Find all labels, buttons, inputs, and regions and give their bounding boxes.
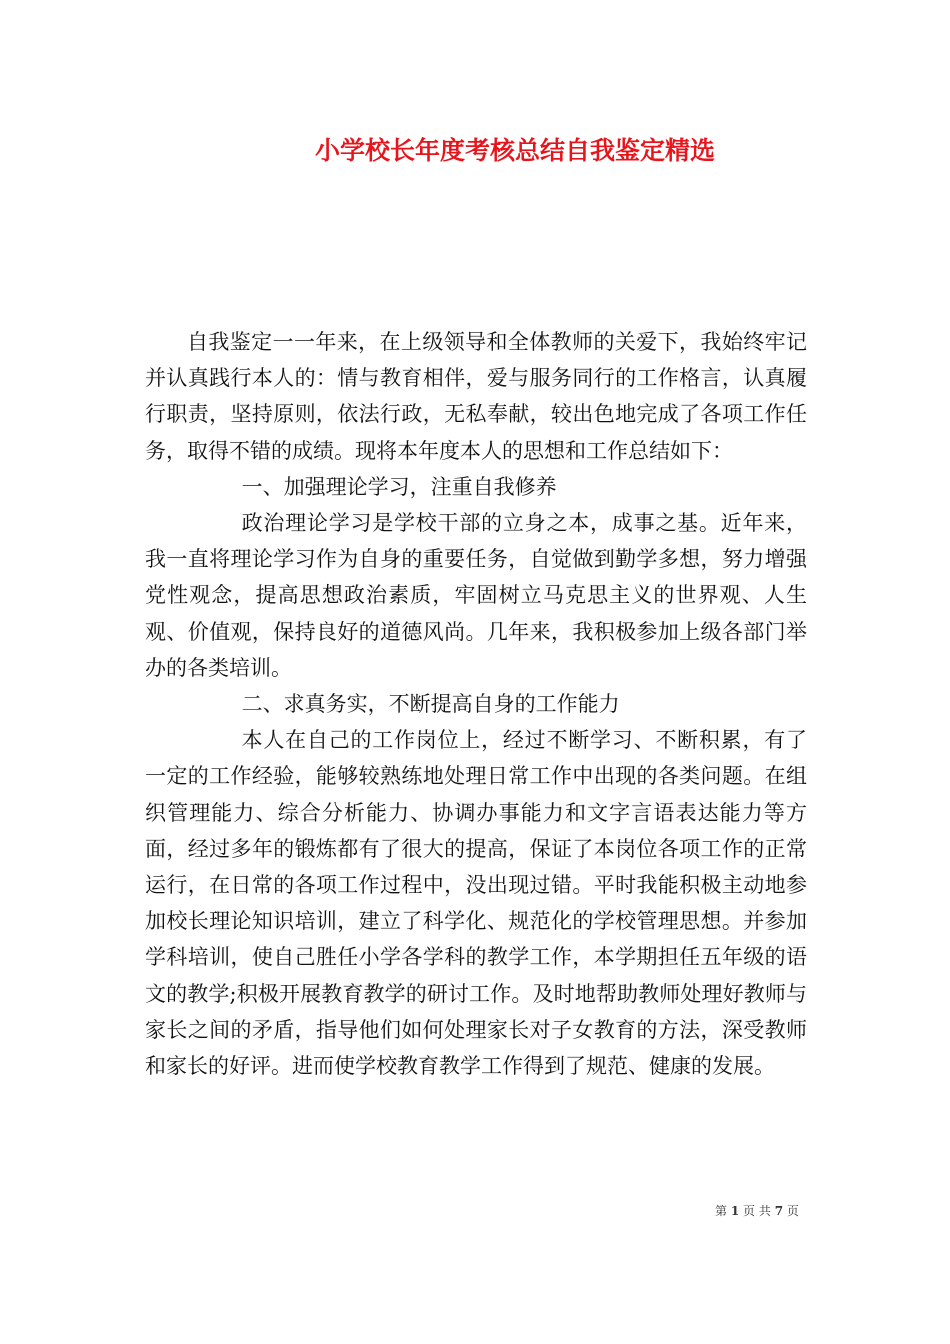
section-1-paragraph: 政治理论学习是学校干部的立身之本，成事之基。近年来，我一直将理论学习作为自身的重要任务，自觉做到勤学多想，努力增强党性观念，提高思想政治素质，牢固树立马克思主义的世界观、人生观、价值观，保持良好的道德风尚。几年来，我积极参加上级各部门举办的各类培训。 (145, 511, 807, 680)
footer-middle: 页 共 (743, 1204, 771, 1218)
footer-total-pages: 7 (774, 1204, 784, 1218)
document-body (145, 324, 807, 1084)
section-heading-1: 一、加强理论学习，注重自我修养 (241, 474, 557, 499)
document-title: 小学校长年度考核总结自我鉴定精选 (314, 136, 715, 165)
section-2-paragraph: 本人在自己的工作岗位上，经过不断学习、不断积累，有了一定的工作经验，能够较熟练地处理日常工作中出现的各类问题。在组织管理能力、综合分析能力、协调办事能力和文字言语表达能力等方面，经过多年的锻炼都有了很大的提高，保证了本岗位各项工作的正常运行，在日常的各项工作过程中，没出现过错。平时我能积极主动地参加校长理论知识培训，建立了科学化、规范化的学校管理思想。并参加学科培训，使自己胜任小学各学科的教学工作，本学期担任五年级的语文的教学;积极开展教育教学的研讨工作。及时地帮助教师处理好教师与家长之间的矛盾，指导他们如何处理家长对子女教育的方法，深受教师和家长的好评。进而使学校教育教学工作得到了规范、健康的发展。 (145, 728, 807, 1079)
intro-paragraph: 自我鉴定一一年来，在上级领导和全体教师的关爱下，我始终牢记并认真践行本人的：情与教育相伴，爱与服务同行的工作格言，认真履行职责，坚持原则，依法行政，无私奉献，较出色地完成了各项工作任务，取得不错的成绩。现将本年度本人的思想和工作总结如下： (145, 330, 807, 463)
footer-prefix: 第 (715, 1204, 728, 1218)
footer-page-number: 1 (730, 1204, 740, 1218)
footer-suffix: 页 (786, 1204, 799, 1218)
page-number-footer (715, 1203, 815, 1219)
section-heading-2: 二、求真务实，不断提高自身的工作能力 (241, 692, 620, 717)
